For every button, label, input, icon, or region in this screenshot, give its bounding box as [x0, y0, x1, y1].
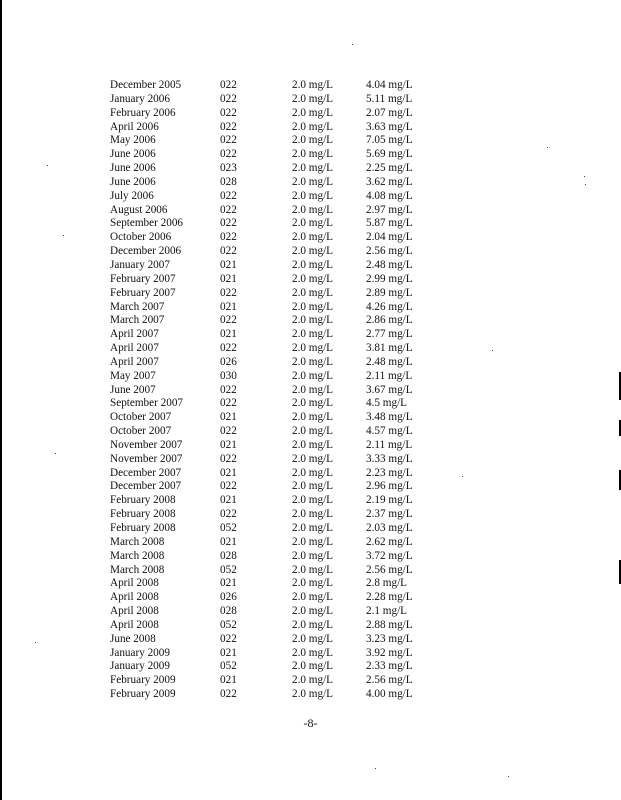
- result-cell: 2.56 mg/L: [366, 563, 413, 576]
- scan-speck: [352, 44, 353, 45]
- date-cell: February 2006: [110, 106, 176, 119]
- date-cell: May 2006: [110, 134, 156, 147]
- date-cell: March 2008: [110, 535, 165, 548]
- result-cell: 2.97 mg/L: [366, 203, 413, 216]
- outfall-cell: 021: [220, 674, 237, 687]
- date-cell: April 2007: [110, 342, 159, 355]
- limit-cell: 2.0 mg/L: [292, 660, 334, 673]
- limit-cell: 2.0 mg/L: [292, 591, 334, 604]
- result-cell: 4.00 mg/L: [366, 688, 413, 701]
- result-cell: 2.96 mg/L: [366, 480, 413, 493]
- result-cell: 3.92 mg/L: [366, 646, 413, 659]
- result-cell: 3.48 mg/L: [366, 411, 413, 424]
- outfall-cell: 021: [220, 466, 237, 479]
- date-cell: April 2006: [110, 120, 159, 133]
- limit-cell: 2.0 mg/L: [292, 134, 334, 147]
- result-cell: 2.88 mg/L: [366, 618, 413, 631]
- scan-speck: [585, 184, 586, 185]
- outfall-cell: 022: [220, 120, 237, 133]
- limit-cell: 2.0 mg/L: [292, 646, 334, 659]
- date-cell: December 2007: [110, 480, 182, 493]
- date-cell: July 2006: [110, 189, 154, 202]
- scan-speck: [35, 642, 36, 643]
- scan-speck: [584, 176, 585, 177]
- result-cell: 2.11 mg/L: [366, 369, 413, 382]
- outfall-cell: 022: [220, 148, 237, 161]
- limit-cell: 2.0 mg/L: [292, 508, 334, 521]
- limit-cell: 2.0 mg/L: [292, 480, 334, 493]
- result-cell: 3.81 mg/L: [366, 342, 413, 355]
- outfall-cell: 022: [220, 92, 237, 105]
- scan-speck: [55, 453, 56, 454]
- outfall-cell: 021: [220, 272, 237, 285]
- result-cell: 3.33 mg/L: [366, 452, 413, 465]
- date-cell: August 2006: [110, 203, 168, 216]
- date-cell: February 2008: [110, 508, 176, 521]
- result-cell: 4.08 mg/L: [366, 189, 413, 202]
- result-cell: 2.86 mg/L: [366, 314, 413, 327]
- result-cell: 2.03 mg/L: [366, 522, 413, 534]
- limit-cell: 2.0 mg/L: [292, 452, 334, 465]
- date-cell: March 2007: [110, 300, 165, 313]
- result-cell: 3.23 mg/L: [366, 632, 413, 645]
- outfall-cell: 028: [220, 605, 237, 618]
- result-cell: 3.62 mg/L: [366, 175, 413, 188]
- limit-cell: 2.0 mg/L: [292, 438, 334, 451]
- result-cell: 2.19 mg/L: [366, 494, 413, 507]
- date-cell: February 2008: [110, 522, 176, 534]
- outfall-cell: 022: [220, 231, 237, 244]
- result-cell: 4.04 mg/L: [366, 79, 413, 91]
- outfall-cell: 021: [220, 328, 237, 341]
- date-cell: January 2009: [110, 660, 170, 673]
- limit-cell: 2.0 mg/L: [292, 203, 334, 216]
- limit-cell: 2.0 mg/L: [292, 674, 334, 687]
- limit-cell: 2.0 mg/L: [292, 535, 334, 548]
- result-cell: 3.72 mg/L: [366, 549, 413, 562]
- limit-cell: 2.0 mg/L: [292, 342, 334, 355]
- result-cell: 4.5 mg/L: [366, 397, 408, 410]
- result-cell: 4.57 mg/L: [366, 425, 413, 438]
- date-cell: March 2007: [110, 314, 165, 327]
- date-cell: April 2007: [110, 328, 159, 341]
- outfall-cell: 022: [220, 189, 237, 202]
- result-cell: 2.99 mg/L: [366, 272, 413, 285]
- result-cell: 2.89 mg/L: [366, 286, 413, 299]
- date-cell: January 2007: [110, 258, 170, 271]
- outfall-cell: 022: [220, 314, 237, 327]
- limit-cell: 2.0 mg/L: [292, 605, 334, 618]
- date-cell: February 2007: [110, 286, 176, 299]
- date-cell: May 2007: [110, 369, 156, 382]
- limit-cell: 2.0 mg/L: [292, 120, 334, 133]
- date-cell: February 2009: [110, 688, 176, 701]
- outfall-cell: 022: [220, 79, 237, 91]
- page-number: -8-: [303, 716, 318, 730]
- result-cell: 2.62 mg/L: [366, 535, 413, 548]
- limit-cell: 2.0 mg/L: [292, 632, 334, 645]
- date-cell: January 2006: [110, 92, 170, 105]
- date-cell: January 2009: [110, 646, 170, 659]
- limit-cell: 2.0 mg/L: [292, 411, 334, 424]
- date-cell: September 2006: [110, 217, 184, 230]
- outfall-cell: 022: [220, 383, 237, 396]
- date-cell: April 2008: [110, 605, 159, 618]
- date-cell: September 2007: [110, 397, 184, 410]
- date-cell: June 2006: [110, 175, 156, 188]
- date-cell: December 2006: [110, 245, 182, 258]
- limit-cell: 2.0 mg/L: [292, 217, 334, 230]
- limit-cell: 2.0 mg/L: [292, 328, 334, 341]
- outfall-cell: 022: [220, 245, 237, 258]
- date-cell: April 2008: [110, 618, 159, 631]
- outfall-cell: 021: [220, 300, 237, 313]
- limit-cell: 2.0 mg/L: [292, 175, 334, 188]
- result-cell: 5.87 mg/L: [366, 217, 413, 230]
- limit-cell: 2.0 mg/L: [292, 272, 334, 285]
- outfall-cell: 021: [220, 646, 237, 659]
- scan-speck: [508, 776, 509, 777]
- limit-cell: 2.0 mg/L: [292, 92, 334, 105]
- outfall-cell: 052: [220, 618, 237, 631]
- limit-cell: 2.0 mg/L: [292, 577, 334, 590]
- result-cell: 2.37 mg/L: [366, 508, 413, 521]
- result-cell: 2.07 mg/L: [366, 106, 413, 119]
- outfall-cell: 021: [220, 494, 237, 507]
- scan-speck: [547, 147, 548, 148]
- limit-cell: 2.0 mg/L: [292, 494, 334, 507]
- outfall-cell: 028: [220, 549, 237, 562]
- limit-cell: 2.0 mg/L: [292, 688, 334, 701]
- outfall-cell: 022: [220, 217, 237, 230]
- scan-left-edge: [0, 0, 2, 800]
- date-cell: December 2007: [110, 466, 182, 479]
- outfall-cell: 022: [220, 397, 237, 410]
- outfall-cell: 022: [220, 342, 237, 355]
- date-cell: December 2005: [110, 79, 182, 91]
- limit-cell: 2.0 mg/L: [292, 258, 334, 271]
- result-cell: 3.67 mg/L: [366, 383, 413, 396]
- result-cell: 4.26 mg/L: [366, 300, 413, 313]
- date-cell: June 2006: [110, 148, 156, 161]
- outfall-cell: 022: [220, 106, 237, 119]
- date-cell: April 2008: [110, 577, 159, 590]
- outfall-cell: 026: [220, 355, 237, 368]
- limit-cell: 2.0 mg/L: [292, 383, 334, 396]
- date-cell: March 2008: [110, 563, 165, 576]
- date-cell: February 2007: [110, 272, 176, 285]
- limit-cell: 2.0 mg/L: [292, 397, 334, 410]
- limit-cell: 2.0 mg/L: [292, 425, 334, 438]
- scan-speck: [462, 476, 463, 477]
- limit-cell: 2.0 mg/L: [292, 245, 334, 258]
- date-cell: April 2007: [110, 355, 159, 368]
- limit-cell: 2.0 mg/L: [292, 466, 334, 479]
- outfall-cell: 052: [220, 660, 237, 673]
- result-cell: 2.1 mg/L: [366, 605, 408, 618]
- limit-cell: 2.0 mg/L: [292, 286, 334, 299]
- date-cell: March 2008: [110, 549, 165, 562]
- date-cell: April 2008: [110, 591, 159, 604]
- limit-cell: 2.0 mg/L: [292, 300, 334, 313]
- result-cell: 5.11 mg/L: [366, 92, 413, 105]
- result-cell: 2.77 mg/L: [366, 328, 413, 341]
- result-cell: 2.33 mg/L: [366, 660, 413, 673]
- result-cell: 3.63 mg/L: [366, 120, 413, 133]
- outfall-cell: 022: [220, 425, 237, 438]
- outfall-cell: 028: [220, 175, 237, 188]
- outfall-cell: 022: [220, 688, 237, 701]
- result-cell: 2.56 mg/L: [366, 245, 413, 258]
- result-cell: 2.23 mg/L: [366, 466, 413, 479]
- outfall-cell: 022: [220, 508, 237, 521]
- outfall-cell: 021: [220, 258, 237, 271]
- limit-cell: 2.0 mg/L: [292, 314, 334, 327]
- result-cell: 2.48 mg/L: [366, 355, 413, 368]
- result-cell: 2.25 mg/L: [366, 162, 413, 175]
- outfall-cell: 023: [220, 162, 237, 175]
- outfall-cell: 022: [220, 286, 237, 299]
- limit-cell: 2.0 mg/L: [292, 231, 334, 244]
- limit-cell: 2.0 mg/L: [292, 79, 334, 91]
- outfall-cell: 022: [220, 632, 237, 645]
- outfall-cell: 022: [220, 480, 237, 493]
- result-cell: 2.04 mg/L: [366, 231, 413, 244]
- outfall-cell: 021: [220, 577, 237, 590]
- outfall-cell: 021: [220, 438, 237, 451]
- date-cell: October 2007: [110, 411, 172, 424]
- result-cell: 2.11 mg/L: [366, 438, 413, 451]
- limit-cell: 2.0 mg/L: [292, 522, 334, 534]
- scan-speck: [375, 768, 376, 769]
- outfall-cell: 022: [220, 452, 237, 465]
- outfall-cell: 022: [220, 203, 237, 216]
- date-cell: November 2007: [110, 452, 183, 465]
- date-cell: June 2008: [110, 632, 156, 645]
- result-cell: 7.05 mg/L: [366, 134, 413, 147]
- date-cell: February 2008: [110, 494, 176, 507]
- limit-cell: 2.0 mg/L: [292, 106, 334, 119]
- date-cell: October 2006: [110, 231, 172, 244]
- outfall-cell: 030: [220, 369, 237, 382]
- outfall-cell: 021: [220, 535, 237, 548]
- limit-cell: 2.0 mg/L: [292, 618, 334, 631]
- outfall-cell: 021: [220, 411, 237, 424]
- outfall-cell: 052: [220, 563, 237, 576]
- limit-cell: 2.0 mg/L: [292, 355, 334, 368]
- outfall-cell: 022: [220, 134, 237, 147]
- outfall-cell: 026: [220, 591, 237, 604]
- limit-cell: 2.0 mg/L: [292, 162, 334, 175]
- limit-cell: 2.0 mg/L: [292, 563, 334, 576]
- scan-speck: [47, 165, 48, 166]
- scan-speck: [63, 235, 64, 236]
- date-cell: February 2009: [110, 674, 176, 687]
- result-cell: 2.8 mg/L: [366, 577, 408, 590]
- limit-cell: 2.0 mg/L: [292, 549, 334, 562]
- result-cell: 2.48 mg/L: [366, 258, 413, 271]
- date-cell: November 2007: [110, 438, 183, 451]
- scan-speck: [492, 350, 493, 351]
- limit-cell: 2.0 mg/L: [292, 189, 334, 202]
- date-cell: June 2006: [110, 162, 156, 175]
- date-cell: October 2007: [110, 425, 172, 438]
- result-cell: 2.28 mg/L: [366, 591, 413, 604]
- result-cell: 2.56 mg/L: [366, 674, 413, 687]
- date-cell: June 2007: [110, 383, 156, 396]
- outfall-cell: 052: [220, 522, 237, 534]
- limit-cell: 2.0 mg/L: [292, 148, 334, 161]
- result-cell: 5.69 mg/L: [366, 148, 413, 161]
- limit-cell: 2.0 mg/L: [292, 369, 334, 382]
